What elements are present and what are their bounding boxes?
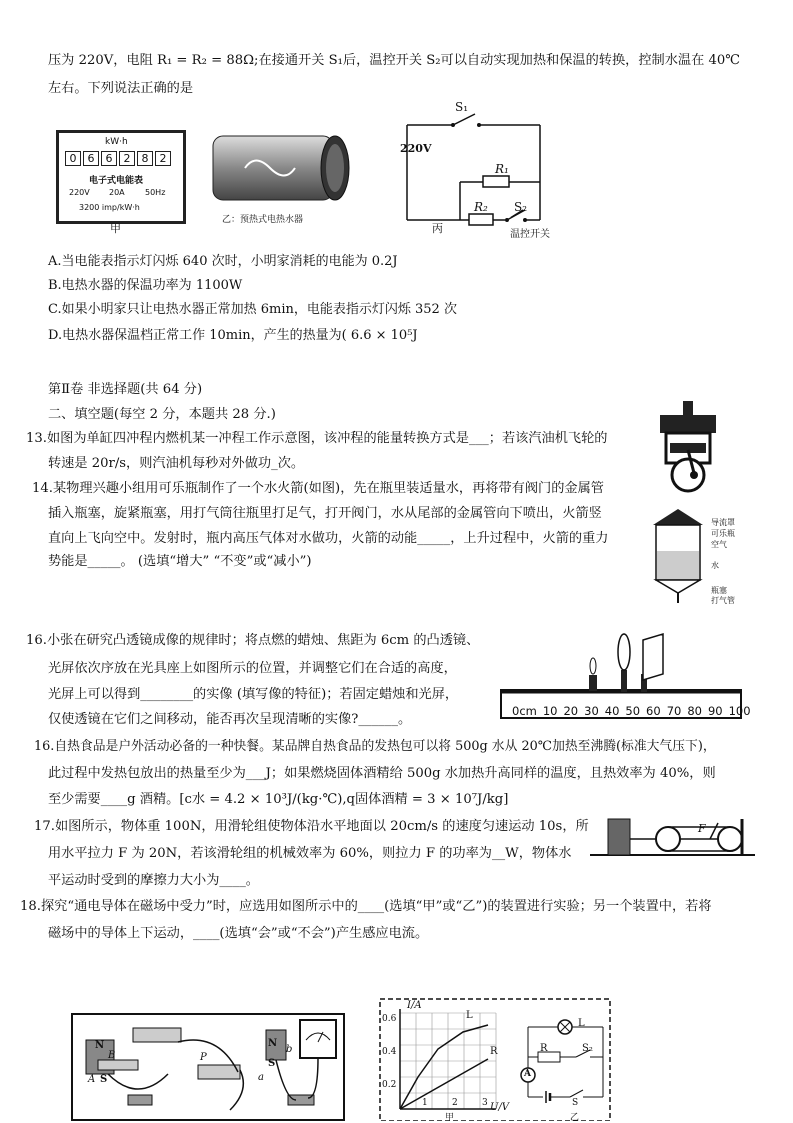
q12-option-b: B.电热水器的保温功率为 1100W [48, 278, 243, 293]
circuit2-s2-label: S₂ [582, 1043, 593, 1054]
rocket-label-pump-tube: 打气管 [711, 596, 735, 605]
meter-spec-voltage: 220V [69, 188, 90, 197]
circuit2-r-label: R [540, 1043, 548, 1054]
graph-xtick: 3 [482, 1098, 488, 1108]
meter-digit: 8 [137, 151, 153, 166]
meter-digit: 6 [83, 151, 99, 166]
pulley-force-label: F [698, 822, 706, 835]
ruler-tick: 40 [604, 704, 620, 718]
graph-series-r: R [490, 1046, 498, 1057]
meter-digit: 2 [155, 151, 171, 166]
q16-line2: 此过程中发热包放出的热量至少为___J；如果燃烧固体酒精给 500g 水加热升高同样的温度，且热效率为 40%，则 [48, 766, 716, 781]
q18-line1: 18.探究“通电导体在磁场中受力”时，应选用如图所示中的____(选填“甲”或“乙”)的装置进行实验；另一个装置中，若将 [20, 899, 712, 914]
q15-line3: 光屏上可以得到________的实像 (填写像的特征)；若固定蜡烛和光屏， [48, 687, 459, 702]
meter-imp: 3200 imp/kW·h [79, 203, 140, 212]
resistor-r1 [483, 176, 509, 187]
meter-title: 电子式电能表 [89, 176, 144, 186]
graph-series-l: L [466, 1010, 473, 1021]
meter-digit: 2 [119, 151, 135, 166]
q13-line1: 13.如图为单缸四冲程内燃机某一冲程工作示意图，该冲程的能量转换方式是___；若该汽油机飞轮的 [26, 431, 608, 446]
section-title: 第Ⅱ卷 非选择题(共 64 分) [48, 382, 203, 397]
meter-unit: kW·h [105, 137, 128, 147]
graph-xlabel: U/V [490, 1102, 510, 1113]
ruler-tick: 60 [646, 704, 661, 718]
q14-line1: 14.某物理兴趣小组用可乐瓶制作了一个水火箭(如图)，先在瓶里装适量水，再将带有阀门的金属管 [32, 481, 604, 496]
ruler-tick: 30 [584, 704, 599, 718]
fig-c-caption: 丙 [432, 222, 443, 235]
circuit2-l-label: L [578, 1018, 585, 1029]
circuit2-caption: 乙 [570, 1113, 580, 1123]
meter-spec-current: 20A [109, 188, 125, 197]
graph-caption: 甲 [445, 1113, 455, 1123]
engine-figure [650, 395, 730, 495]
q12-option-d: D.电热水器保温档正常工作 10min，产生的热量为( 6.6 × 10⁵J [48, 328, 418, 343]
q12-option-c: C.如果小明家只让电热水器正常加热 6min，电能表指示灯闪烁 352 次 [48, 302, 457, 317]
rocket-label-water: 水 [711, 561, 719, 570]
q16-line1: 16.自热食品是户外活动必备的一种快餐。某品牌自热食品的发热包可以将 500g 水从 20℃加热至沸腾(标准大气压下)， [34, 739, 716, 754]
app-label-n2: N [268, 1038, 278, 1049]
app-label-b: B [108, 1050, 116, 1061]
water-rocket-figure [648, 505, 708, 605]
app-label-n: N [95, 1040, 105, 1051]
ruler-tick: 70 [666, 704, 682, 718]
q12-option-a: A.当电能表指示灯闪烁 640 次时，小明家消耗的电能为 0.2J [48, 254, 398, 269]
circuit2-s-label: S [572, 1098, 579, 1108]
ruler-tick: 10 [542, 704, 558, 718]
graph-ylabel: I/A [407, 1000, 422, 1011]
rocket-label-fairing: 导流罩 [711, 518, 735, 527]
circuit-c-figure [395, 100, 575, 240]
magnetism-apparatus-figure [68, 1010, 348, 1121]
app-label-s: S [100, 1074, 108, 1085]
fig-a-caption: 甲 [110, 222, 121, 235]
ruler-tick: 50 [625, 704, 641, 718]
rocket-label-stopper: 瓶塞 [711, 586, 727, 595]
graph-ytick: 0.6 [382, 1014, 397, 1024]
q18-line2: 磁场中的导体上下运动，____(选填“会”或“不会”)产生感应电流。 [48, 926, 429, 941]
q14-line3: 直向上飞向空中。发射时，瓶内高压气体对水做功，火箭的动能_____，上升过程中，火箭的重力 [48, 531, 609, 546]
section-subtitle: 二、填空题(每空 2 分，本题共 28 分.) [48, 407, 276, 422]
q14-line4: 势能是_____。 (选填“增大” “不变”或“减小”) [48, 554, 312, 569]
circuit-r1-label: R₁ [495, 162, 509, 176]
q12-line2: 左右。下列说法正确的是 [48, 81, 194, 96]
resistor-r2 [469, 214, 493, 225]
app-label-a2: a [258, 1072, 264, 1083]
q15-line1: 16.小张在研究凸透镜成像的规律时；将点燃的蜡烛、焦距为 6cm 的凸透镜、 [26, 633, 480, 648]
optical-bench-ruler [512, 704, 751, 718]
q15-line2: 光屏依次序放在光具座上如图所示的位置，并调整它们在合适的高度， [48, 661, 457, 676]
circuit-s2-label: S₂ [514, 200, 528, 214]
graph-ytick: 0.2 [382, 1080, 397, 1090]
q13-line2: 转速是 20r/s，则汽油机每秒对外做功_次。 [48, 456, 305, 471]
circuit2-ammeter-label: A [524, 1069, 531, 1079]
ruler-tick: 80 [687, 704, 702, 718]
app-label-b2: b [286, 1044, 293, 1055]
meter-digit: 6 [101, 151, 117, 166]
q14-line2: 插入瓶塞，旋紧瓶塞，用打气筒往瓶里打足气，打开阀门，水从尾部的金属管向下喷出，火箭竖 [48, 506, 602, 521]
q17-line3: 平运动时受到的摩擦力大小为____。 [48, 873, 259, 888]
q17-line2: 用水平拉力 F 为 20N，若该滑轮组的机械效率为 60%，则拉力 F 的功率为__W，物体水 [48, 846, 572, 861]
temp-switch-label: 温控开关 [510, 229, 550, 240]
ruler-tick: 20 [563, 704, 579, 718]
rocket-label-bottle: 可乐瓶 [711, 529, 735, 538]
ruler-tick: 90 [707, 704, 723, 718]
graph-xtick: 2 [452, 1098, 458, 1108]
meter-digit: 0 [65, 151, 81, 166]
q15-line4: 仅使透镜在它们之间移动，能否再次呈现清晰的实像?______。 [48, 712, 412, 727]
circuit-voltage-label: 220V [400, 142, 432, 155]
q12-line1: 压为 220V，电阻 R₁ = R₂ = 88Ω;在接通开关 S₁后，温控开关 S₂可以自动实现加热和保温的转换，控制水温在 40℃ [48, 53, 741, 68]
app-label-s2: S [268, 1058, 276, 1069]
meter-digits [65, 151, 171, 166]
app-label-a: A [88, 1074, 96, 1085]
ruler-tick: 100 [728, 704, 751, 718]
circuit-r2-label: R₂ [474, 200, 488, 214]
graph-ytick: 0.4 [382, 1047, 397, 1057]
graph-xtick: 1 [422, 1098, 428, 1108]
circuit-s1-label: S₁ [455, 100, 469, 114]
fig-b-caption: 乙：预热式电热水器 [222, 215, 304, 225]
q17-line1: 17.如图所示，物体重 100N，用滑轮组使物体沿水平地面以 20cm/s 的速度匀速运动 10s，所 [34, 819, 589, 834]
q16-line3: 至少需要____g 酒精。[c水 = 4.2 × 10³J/(kg·℃),q固体酒精 = 3 × 10⁷J/kg] [48, 792, 509, 807]
rocket-label-air: 空气 [711, 540, 727, 549]
app-label-p: P [200, 1052, 207, 1063]
electric-meter-figure [56, 130, 186, 224]
meter-spec-freq: 50Hz [145, 188, 166, 197]
ruler-tick: 0cm [512, 704, 537, 718]
pulley-figure [590, 815, 760, 860]
